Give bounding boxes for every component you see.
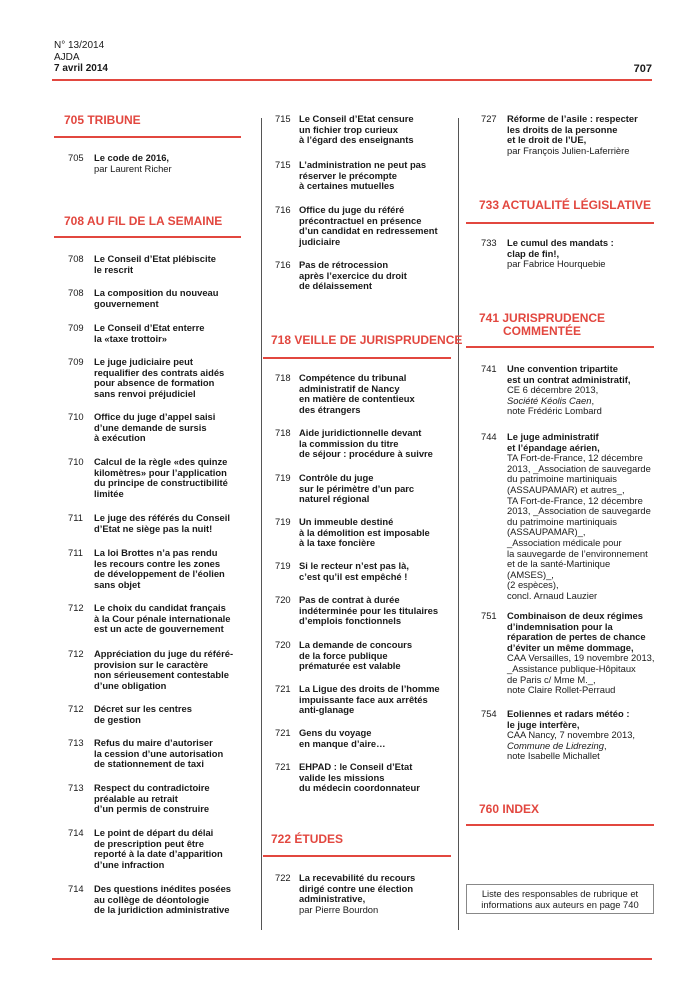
section-heading-etudes: 722 ÉTUDES [271,832,344,846]
entry-author: par Pierre Bourdon [299,903,379,915]
section-rule [466,222,654,224]
entry-page: 720 [275,639,291,650]
entry-title: Aide juridictionnelle devant la commission du titre de séjour : procédure à suivre [299,427,433,460]
entry-page: 709 [68,356,84,367]
entry-page: 721 [275,683,291,694]
entry-page: 710 [68,411,84,422]
entry-title: Le cumul des mandats : clap de fin!, [507,237,614,259]
entry-page: 714 [68,827,84,838]
entry-title: Le Conseil d’Etat enterre la «taxe trottoir» [94,322,205,344]
entry-reference: CAA Nancy, 7 novembre 2013, Commune de Lidrezing, note Isabelle Michallet [507,729,636,762]
entry-title: Pas de contrat à durée indéterminée pour les titulaires d’emplois fonctionnels [299,594,439,627]
entry-title: Un immeuble destiné à la démolition est imposable à la taxe foncière [299,516,430,549]
section-heading-line1: 741 JURISPRUDENCE [479,311,606,325]
entry-page: 741 [481,363,497,374]
entry-title: La composition du nouveau gouvernement [94,287,219,309]
entry-title: Le Conseil d’Etat censure un fichier trop curieux à l’égard des enseignants [299,113,414,146]
entry-page: 710 [68,456,84,467]
section-heading-jurisprudence [479,312,605,338]
section-heading-line2: COMMENTÉE [503,324,581,338]
entry-reference: CAA Versailles, 19 novembre 2013, _Assistance publique-Hôpitaux de Paris c/ Mme M._, note Claire Rollet-Perraud [507,652,655,696]
entry-title: Décret sur les centres de gestion [94,703,192,725]
entry-title: Le juge administratif et l’épandage aérien, [507,431,600,453]
entry-title: Réforme de l’asile : respecter les droits de la personne et le droit de l’UE, [507,113,638,146]
column-divider-1 [261,118,262,930]
section-rule [54,236,241,238]
bottom-rule [52,958,652,960]
entry-page: 711 [68,512,83,523]
entry-title: La recevabilité du recours dirigé contre une élection administrative, [299,872,416,905]
entry-title: Calcul de la règle «des quinze kilomètres» pour l’application du principe de constructibilité limitée [94,456,228,499]
section-heading-actualite: 733 ACTUALITÉ LÉGISLATIVE [479,198,652,212]
entry-page: 712 [68,703,84,714]
section-rule [263,855,451,857]
entry-page: 716 [275,259,291,270]
entry-page: 720 [275,594,291,605]
entry-title: Contrôle du juge sur le périmètre d’un parc naturel régional [299,472,415,505]
section-rule [466,824,654,826]
entry-page: 751 [481,610,497,621]
entry-title: Pas de rétrocession après l’exercice du droit de délaissement [299,259,407,292]
entry-page: 715 [275,113,291,124]
entry-page: 713 [68,737,84,748]
page-header [54,40,108,75]
entry-page: 709 [68,322,84,333]
entry-title: Appréciation du juge du référé- provision sur le caractère non sérieusement contestable d’une obligation [94,648,234,691]
entry-page: 722 [275,872,291,883]
entry-page: 708 [68,253,84,264]
entry-page: 744 [481,431,497,442]
entry-page: 719 [275,516,291,527]
entry-title: Respect du contradictoire préalable au retrait d’un permis de construire [94,782,210,815]
entry-title: Office du juge du référé précontractuel en présence d’un candidat en redressement judiciaire [299,204,438,247]
entry-page: 721 [275,761,291,772]
entry-title: Compétence du tribunal administratif de Nancy en matière de contentieux des étrangers [299,372,415,415]
section-heading-tribune: 705 TRIBUNE [64,113,141,127]
entry-title: EHPAD : le Conseil d’Etat valide les missions du médecin coordonnateur [299,761,420,794]
section-heading-veille: 718 VEILLE DE JURISPRUDENCE [271,333,463,347]
entry-title: Le point de départ du délai de prescription peut être reporté à la date d’apparition d’une infraction [94,827,223,870]
entry-page: 713 [68,782,84,793]
entry-title: Le juge judiciaire peut requalifier des contrats aidés pour absence de formation sans renvoi préjudiciel [94,356,225,399]
entry-page: 727 [481,113,497,124]
section-rule [466,346,654,348]
contributors-note-text: Liste des responsables de rubrique et informations aux auteurs en page 740 [481,888,639,910]
page-number: 707 [633,63,652,75]
entry-title: Gens du voyage en manque d’aire… [299,727,386,749]
entry-title: Le choix du candidat français à la Cour pénale internationale est un acte de gouvernement [94,602,231,635]
entry-title: Office du juge d’appel saisi d’une demande de sursis à exécution [94,411,216,444]
section-heading-index: 760 INDEX [479,802,540,816]
entry-page: 711 [68,547,83,558]
issue-number: N° 13/2014 [54,40,105,51]
entry-title: Des questions inédites posées au collège de déontologie de la juridiction administrative [94,883,232,916]
issue-date: 7 avril 2014 [54,63,108,74]
entry-author: par Laurent Richer [94,162,172,174]
entry-page: 712 [68,648,84,659]
entry-page: 708 [68,287,84,298]
entry-page: 719 [275,560,291,571]
entry-page: 733 [481,237,497,248]
contributors-note [466,884,654,914]
entry-title: Le Conseil d’Etat plébiscite le rescrit [94,253,216,275]
entry-page: 719 [275,472,291,483]
entry-title: La loi Brottes n’a pas rendu les recours contre les zones de développement de l’éolien sans objet [94,547,225,590]
section-heading-au-fil: 708 AU FIL DE LA SEMAINE [64,214,223,228]
section-rule [263,357,451,359]
entry-page: 705 [68,152,84,163]
section-rule [54,136,241,138]
entry-title: Si le recteur n’est pas là, c’est qu’il est empêché ! [299,560,409,582]
entry-title: Le code de 2016, [94,152,170,163]
entry-author: par Fabrice Hourquebie [507,258,606,270]
entry-page: 721 [275,727,291,738]
entry-title: Une convention tripartite est un contrat administratif, [507,363,631,385]
top-rule [52,79,652,81]
entry-page: 712 [68,602,84,613]
entry-reference: TA Fort-de-France, 12 décembre 2013, _Association de sauvegarde du patrimoine martiniquais (ASSAUPAMAR) et autres_, TA Fort-de-France, 12 décembre 2013, _Association de sauvegarde du patrimoine martiniquais (ASSAUPAMAR)_, _Association médicale pour la sauvegarde de l’environnement et de la santé-Martinique (AMSES)_, (2 espèces), concl. Arnaud Lauzier [507,452,651,601]
entry-title: Refus du maire d’autoriser la cession d’une autorisation de stationnement de taxi [94,737,224,770]
entry-title: La Ligue des droits de l’homme impuissante face aux arrêtés anti-glanage [299,683,440,716]
entry-page: 715 [275,159,291,170]
entry-reference: CE 6 décembre 2013, Société Kéolis Caen, note Frédéric Lombard [507,384,602,417]
entry-page: 714 [68,883,84,894]
entry-title: Le juge des référés du Conseil d’Etat ne siège pas la nuit! [94,512,230,534]
entry-reference: par François Julien-Laferrière [507,144,630,156]
entry-title: Eoliennes et radars météo : le juge interfère, [507,708,630,730]
journal-name: AJDA [54,51,80,63]
entry-title: La demande de concours de la force publique prématurée est valable [299,639,413,672]
entry-page: 718 [275,427,291,438]
entry-page: 716 [275,204,291,215]
entry-title: Combinaison de deux régimes d’indemnisation pour la réparation de pertes de chance d’éviter un même dommage, [507,610,646,653]
entry-page: 754 [481,708,497,719]
entry-title: L’administration ne peut pas réserver le précompte à certaines mutuelles [299,159,427,192]
entry-page: 718 [275,372,291,383]
